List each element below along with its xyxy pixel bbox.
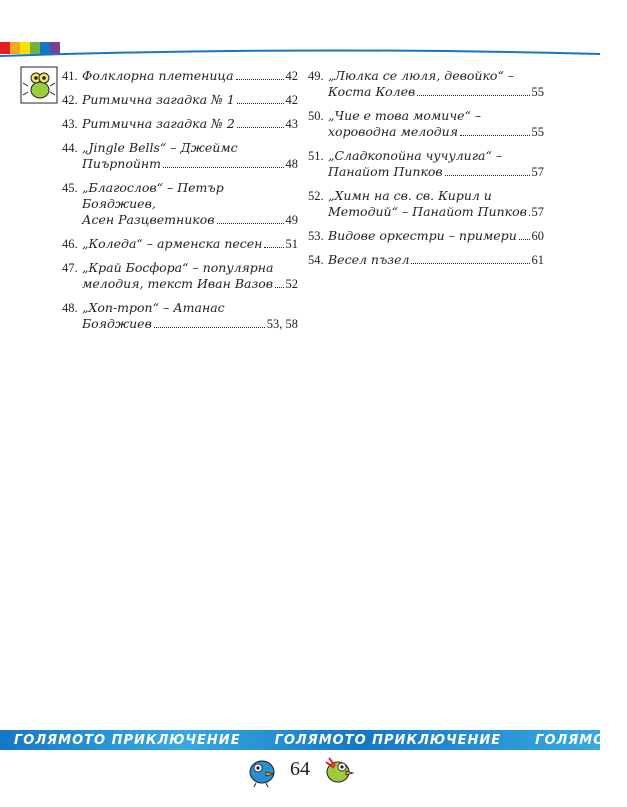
toc-entry bbox=[308, 228, 544, 244]
toc-entry-number: 45. bbox=[62, 181, 78, 195]
toc-entry-title: „Край Босфора“ – популярна bbox=[82, 260, 274, 275]
toc-entry-number: 54. bbox=[308, 253, 324, 267]
dot-leader bbox=[154, 326, 265, 328]
toc-entry bbox=[62, 236, 298, 252]
toc-entry-number: 51. bbox=[308, 149, 324, 163]
toc-entry-title: Ритмична загадка № 2 bbox=[82, 116, 235, 131]
dot-leader bbox=[529, 214, 530, 216]
page-number: 64 bbox=[290, 758, 310, 780]
toc-entry-number: 48. bbox=[62, 301, 78, 315]
toc-entry-title: мелодия, текст Иван Вазов bbox=[82, 276, 274, 291]
toc-entry-page: 61 bbox=[531, 253, 544, 267]
toc-entry-number: 46. bbox=[62, 237, 78, 251]
toc-entry-number: 41. bbox=[62, 69, 78, 83]
dot-leader bbox=[163, 166, 284, 168]
toc-entry bbox=[308, 188, 544, 220]
toc-entry-page: 52 bbox=[285, 277, 298, 291]
toc-entry-page: 49 bbox=[285, 213, 298, 227]
toc-entry-title: Панайот Пипков bbox=[328, 164, 443, 179]
toc-entry-title: Фолклорна плетеница bbox=[82, 68, 234, 83]
toc-entry-title: „Сладкопойна чучулига“ – bbox=[328, 148, 503, 163]
bug-mascot-icon bbox=[20, 66, 58, 104]
toc-entry bbox=[308, 148, 544, 180]
toc-entry-page: 48 bbox=[285, 157, 298, 171]
toc-entry-title: Ритмична загадка № 1 bbox=[82, 92, 235, 107]
toc-entry-number: 49. bbox=[308, 69, 324, 83]
bird-mascot-icon bbox=[320, 752, 356, 788]
toc-entry-number: 44. bbox=[62, 141, 78, 155]
banner-text: ГОЛЯМОТО ПРИКЛЮЧЕНИЕ bbox=[14, 732, 241, 748]
toc-entry-title: Пиърпойнт bbox=[82, 156, 161, 171]
dot-leader bbox=[217, 222, 284, 224]
toc-entry-page: 60 bbox=[531, 229, 544, 243]
toc-entry-title: „Химн на св. св. Кирил и bbox=[328, 188, 492, 203]
toc-right-column bbox=[308, 68, 544, 276]
toc-entry-title: „Jingle Bells“ – Джеймс bbox=[82, 140, 238, 155]
toc-entry-number: 50. bbox=[308, 109, 324, 123]
toc-entry-page: 51 bbox=[285, 237, 298, 251]
dot-leader bbox=[237, 126, 284, 128]
toc-entry-page: 53, 58 bbox=[266, 317, 298, 331]
bottom-banner bbox=[0, 730, 627, 750]
toc-entry-title: Асен Разцветников bbox=[82, 212, 215, 227]
toc-entry-page: 57 bbox=[531, 165, 544, 179]
toc-entry-page: 55 bbox=[531, 125, 544, 139]
toc-entry-number: 43. bbox=[62, 117, 78, 131]
toc-entry-title: „Благослов“ – Петър Бояджиев, bbox=[82, 180, 224, 211]
bird-mascot-icon bbox=[244, 752, 280, 788]
toc-left-column bbox=[62, 68, 298, 340]
toc-entry bbox=[62, 68, 298, 84]
dot-leader bbox=[417, 94, 529, 96]
dot-leader bbox=[275, 286, 283, 288]
toc-entry-title: Весел пъзел bbox=[328, 252, 410, 267]
toc-entry bbox=[308, 68, 544, 100]
toc-entry-page: 57 bbox=[531, 205, 544, 219]
banner-text: ГОЛЯМОТО bbox=[535, 732, 627, 748]
toc-entry-title: хороводна мелодия bbox=[328, 124, 458, 139]
toc-entry-title: „Люлка се люля, девойко“ – bbox=[328, 68, 515, 83]
toc-entry-number: 53. bbox=[308, 229, 324, 243]
toc-entry-title: Бояджиев bbox=[82, 316, 152, 331]
dot-leader bbox=[445, 174, 530, 176]
toc-entry bbox=[62, 260, 298, 292]
toc-entry-number: 42. bbox=[62, 93, 78, 107]
toc-entry-title: Методий“ – Панайот Пипков bbox=[328, 204, 527, 219]
dot-leader bbox=[237, 102, 284, 104]
toc-entry bbox=[62, 92, 298, 108]
dot-leader bbox=[519, 238, 530, 240]
toc-entry-page: 42 bbox=[285, 93, 298, 107]
toc-entry-number: 52. bbox=[308, 189, 324, 203]
toc-entry-number: 47. bbox=[62, 261, 78, 275]
toc-entry-title: „Коледа“ – арменска песен bbox=[82, 236, 263, 251]
toc-entry bbox=[62, 140, 298, 172]
toc-entry bbox=[308, 252, 544, 268]
toc-entry bbox=[308, 108, 544, 140]
toc-entry-title: Коста Колев bbox=[328, 84, 416, 99]
dot-leader bbox=[264, 246, 283, 248]
toc-entry-title: Видове оркестри – примери bbox=[328, 228, 517, 243]
banner-text: ГОЛЯМОТО ПРИКЛЮЧЕНИЕ bbox=[274, 732, 502, 748]
dot-leader bbox=[411, 262, 529, 264]
toc-entry bbox=[62, 180, 298, 228]
toc-entry bbox=[62, 116, 298, 132]
toc-entry-page: 42 bbox=[285, 69, 298, 83]
top-decorative-line bbox=[0, 48, 600, 68]
toc-entry-title: „Чие е това момиче“ – bbox=[328, 108, 482, 123]
toc-entry-page: 55 bbox=[531, 85, 544, 99]
toc-entry-title: „Хоп-троп“ – Атанас bbox=[82, 300, 225, 315]
dot-leader bbox=[236, 78, 284, 80]
toc-entry-page: 43 bbox=[285, 117, 298, 131]
toc-entry bbox=[62, 300, 298, 332]
dot-leader bbox=[460, 134, 530, 136]
